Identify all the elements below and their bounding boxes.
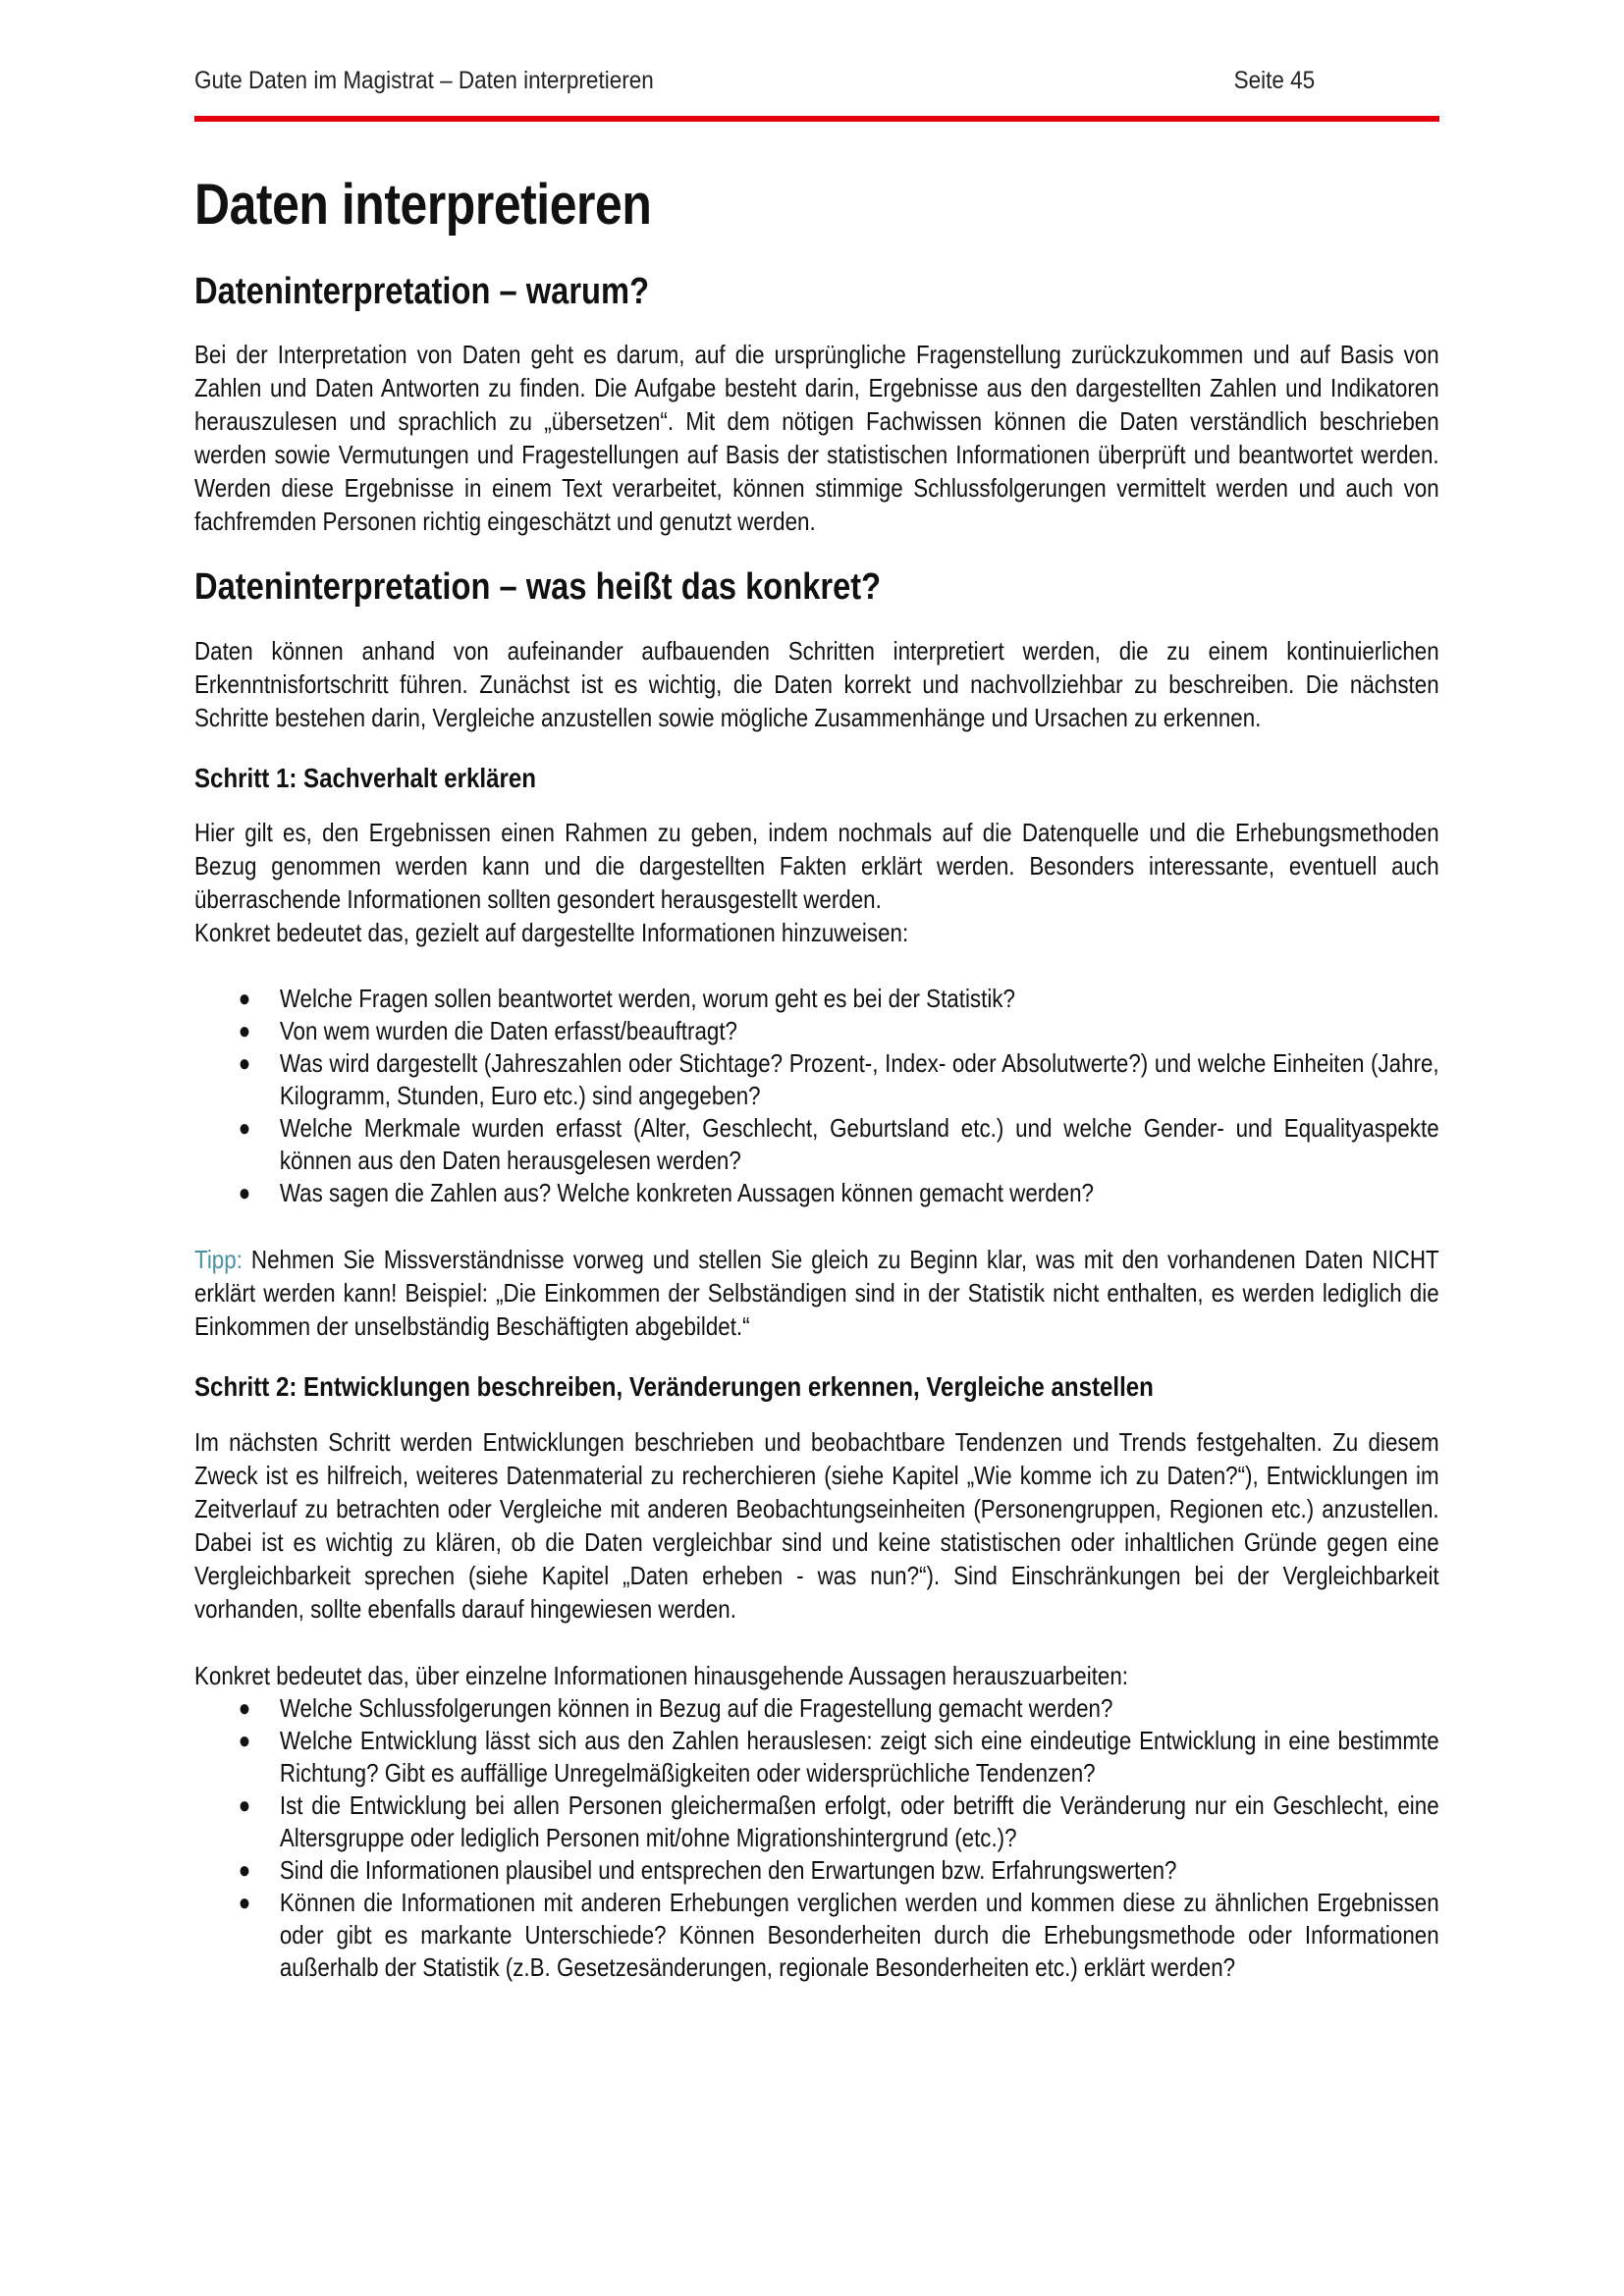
list-item: ● Was sagen die Zahlen aus? Welche konkreten Aussagen können gemacht werden? [238,1178,1094,1208]
step1-list [194,983,1439,1209]
step1-paragraph: Hier gilt es, den Ergebnissen einen Rahmen zu geben, indem nochmals auf die Datenquelle und die Erhebungsmethoden Bezug genommen werden kann und die dargestellten Fakten erklärt werden. Besonders interessante, eventuell auch überraschende Informationen sollten gesondert herausgestellt werden. [194,818,1439,915]
bullet-icon: ● [238,1792,251,1820]
paragraph-warum: Bei der Interpretation von Daten geht es darum, auf die ursprüngliche Fragenstellung zurückzukommen und auf Basis von Zahlen und Daten Antworten zu finden. Die Aufgabe besteht darin, Ergebnisse aus den dargestellten Zahlen und Indikatoren herauszulesen und sprachlich zu „übersetzen“. Mit dem nötigen Fachwissen können die Daten verständlich beschrieben werden sowie Vermutungen und Fragestellungen auf Basis der statistischen Informationen überprüft und beantwortet werden. Werden diese Ergebnisse in einem Text verarbeitet, können stimmige Schlussfolgerungen vermittelt werden und auch von fachfremden Personen richtig eingeschätzt und genutzt werden. [194,340,1439,537]
list-item: ● Welche Schlussfolgerungen können in Bezug auf die Fragestellung gemacht werden? [238,1693,1113,1724]
bullet-icon: ● [238,1018,251,1045]
running-header [194,67,1439,100]
list-item: ● Von wem wurden die Daten erfasst/beauftragt? [238,1016,737,1046]
list-item: ● Sind die Informationen plausibel und entsprechen den Erwartungen bzw. Erfahrungswerten? [238,1855,1177,1886]
step2-intro: Konkret bedeutet das, über einzelne Informationen hinausgehende Aussagen herauszuarbeiten: [194,1661,1128,1691]
bullet-icon: ● [238,1857,251,1885]
list-item: ● Welche Entwicklung lässt sich aus den Zahlen herauslesen: zeigt sich eine eindeutige Entwicklung in eine bestimmte Richtung? Gibt es auffällige Unregelmäßigkeiten oder widersprüchliche Tendenzen? [238,1726,1439,1789]
list-item: ● Was wird dargestellt (Jahreszahlen oder Stichtage? Prozent-, Index- oder Absolutwerte?) und welche Einheiten (Jahre, Kilogramm, Stunden, Euro etc.) sind angegeben? [238,1048,1439,1111]
bullet-icon: ● [238,1890,251,1917]
tip-paragraph [194,1243,1439,1343]
bullet-icon: ● [238,986,251,1013]
bullet-icon: ● [238,1050,251,1078]
bullet-icon: ● [238,1695,251,1723]
tip-label: Tipp: [194,1245,243,1275]
step2-list [194,1692,1439,1984]
page-content [194,173,1439,1984]
page-title: Daten interpretieren [194,173,652,237]
header-document-title: Gute Daten im Magistrat – Daten interpretieren [194,67,654,94]
tip-text: Nehmen Sie Missverständnisse vorweg und stellen Sie gleich zu Beginn klar, was mit den vorhandenen Daten NICHT erklärt werden kann! Beispiel: „Die Einkommen der Selbständigen sind in der Statistik nicht enthalten, es werden lediglich die Einkommen der unselbständig Beschäftigten abgebildet.“ [194,1245,1439,1342]
step1-intro: Konkret bedeutet das, gezielt auf dargestellte Informationen hinzuweisen: [194,918,909,948]
section-heading-warum: Dateninterpretation – warum? [194,270,650,312]
list-item: ● Welche Merkmale wurden erfasst (Alter, Geschlecht, Geburtsland etc.) und welche Gender- und Equalityaspekte können aus den Daten herausgelesen werden? [238,1113,1439,1176]
list-item: ● Können die Informationen mit anderen Erhebungen verglichen werden und kommen diese zu ähnlichen Ergebnissen oder gibt es markante Unterschiede? Können Besonderheiten durch die Erhebungsmethode oder Informationen außerhalb der Statistik (z.B. Gesetzesänderungen, regionale Besonderheiten etc.) erklärt werden? [238,1888,1439,1983]
list-item: ● Welche Fragen sollen beantwortet werden, worum geht es bei der Statistik? [238,984,1015,1014]
paragraph-konkret: Daten können anhand von aufeinander aufbauenden Schritten interpretiert werden, die zu einem kontinuierlichen Erkenntnisfortschritt führen. Zunächst ist es wichtig, die Daten korrekt und nachvollziehbar zu beschreiben. Die nächsten Schritte bestehen darin, Vergleiche anzustellen sowie mögliche Zusammenhänge und Ursachen zu erkennen. [194,635,1439,732]
bullet-icon: ● [238,1115,251,1143]
section-heading-konkret: Dateninterpretation – was heißt das konkret? [194,566,882,609]
bullet-icon: ● [238,1180,251,1207]
step2-paragraph: Im nächsten Schritt werden Entwicklungen beschrieben und beobachtbare Tendenzen und Trends festgehalten. Zu diesem Zweck ist es hilfreich, weiteres Datenmaterial zu recherchieren (siehe Kapitel „Wie komme ich zu Daten?“), Entwicklungen im Zeitverlauf zu betrachten oder Vergleiche mit anderen Beobachtungseinheiten (Personengruppen, Regionen etc.) anzustellen. Dabei ist es wichtig zu klären, ob die Daten vergleichbar sind und keine statistischen oder inhaltlichen Gründe gegen eine Vergleichbarkeit sprechen (siehe Kapitel „Daten erheben - was nun?“). Sind Einschränkungen bei der Vergleichbarkeit vorhanden, sollte ebenfalls darauf hingewiesen werden. [194,1427,1439,1625]
step2-heading: Schritt 2: Entwicklungen beschreiben, Veränderungen erkennen, Vergleiche anstellen [194,1371,1154,1403]
bullet-icon: ● [238,1728,251,1755]
step1-heading: Schritt 1: Sachverhalt erklären [194,762,536,793]
header-rule [194,116,1439,122]
list-item: ● Ist die Entwicklung bei allen Personen gleichermaßen erfolgt, oder betrifft die Veränderung nur ein Geschlecht, eine Altersgruppe oder lediglich Personen mit/ohne Migrationshintergrund (etc.)? [238,1790,1439,1853]
header-page-number: Seite 45 [1233,67,1316,94]
